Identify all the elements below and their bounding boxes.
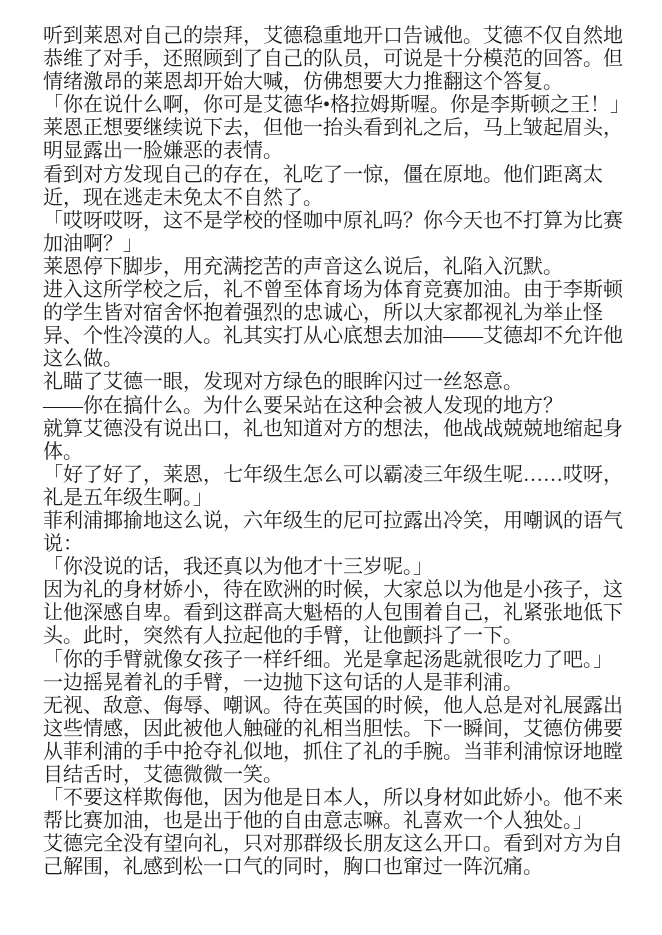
- paragraph-dialogue: 「你的手臂就像女孩子一样纤细。光是拿起汤匙就很吃力了吧。」: [43, 648, 613, 671]
- paragraph: 看到对方发现自己的存在，礼吃了一惊，僵在原地。他们距离太近，现在逃走未免太不自然了。: [43, 163, 603, 209]
- paragraph: 就算艾德没有说出口，礼也知道对方的想法，他战战兢兢地缩起身体。: [43, 417, 623, 463]
- paragraph: 艾德完全没有望向礼，只对那群级长朋友这么开口。看到对方为自己解围，礼感到松一口气的同时，胸口也窜过一阵沉痛。: [43, 833, 623, 879]
- paragraph-dialogue: 「你在说什么啊，你可是艾德华•格拉姆斯喔。你是李斯顿之王！」: [43, 94, 631, 117]
- paragraph-dialogue: 「好了好了，莱恩，七年级生怎么可以霸凌三年级生呢……哎呀，礼是五年级生啊。」: [43, 463, 623, 509]
- paragraph: 因为礼的身材娇小，待在欧洲的时候，大家总以为他是小孩子，这让他深感自卑。看到这群高大魁梧的人包围着自己，礼紧张地低下头。此时，突然有人拉起他的手臂，让他颤抖了一下。: [43, 579, 623, 648]
- paragraph-dialogue: 「哎呀哎呀，这不是学校的怪咖中原礼吗？你今天也不打算为比赛加油啊？」: [43, 209, 623, 255]
- paragraph: 听到莱恩对自己的崇拜，艾德稳重地开口告诫他。艾德不仅自然地恭维了对手，还照顾到了自己的队员，可说是十分模范的回答。但情绪激昂的莱恩却开始大喊，仿佛想要大力推翻这个答复。: [43, 25, 623, 94]
- paragraph: 莱恩停下脚步，用充满挖苦的声音这么说后，礼陷入沉默。: [43, 255, 563, 278]
- paragraph: 菲利浦揶揄地这么说，六年级生的尼可拉露出冷笑，用嘲讽的语气说：: [43, 509, 623, 556]
- paragraph: 礼瞄了艾德一眼，发现对方绿色的眼眸闪过一丝怒意。: [43, 371, 523, 394]
- paragraph-dialogue: 「不要这样欺侮他，因为他是日本人，所以身材如此娇小。他不来帮比赛加油，也是出于他的自由意志嘛。礼喜欢一个人独处。」: [43, 787, 623, 833]
- paragraph: 无视、敌意、侮辱、嘲讽。待在英国的时候，他人总是对礼展露出这些情感，因此被他人触碰的礼相当胆怯。下一瞬间，艾德仿佛要从菲利浦的手中抢夺礼似地，抓住了礼的手腕。当菲利浦惊讶地瞠目结舌时，艾德微微一笑。: [43, 694, 623, 786]
- paragraph: 莱恩正想要继续说下去，但他一抬头看到礼之后，马上皱起眉头，明显露出一脸嫌恶的表情。: [43, 117, 623, 163]
- novel-text-block: [43, 25, 631, 879]
- paragraph-dialogue: 「你没说的话，我还真以为他才十三岁呢。」: [43, 556, 433, 579]
- paragraph: 进入这所学校之后，礼不曾至体育场为体育竞赛加油。由于李斯顿的学生皆对宿舍怀抱着强烈的忠诚心，所以大家都视礼为举止怪异、个性冷漠的人。礼其实打从心底想去加油——艾德却不允许他这么做。: [43, 279, 623, 371]
- paragraph: 一边摇晃着礼的手臂，一边抛下这句话的人是菲利浦。: [43, 671, 523, 694]
- paragraph-inner-thought: ——你在搞什么。为什么要呆站在这种会被人发现的地方？: [43, 394, 563, 417]
